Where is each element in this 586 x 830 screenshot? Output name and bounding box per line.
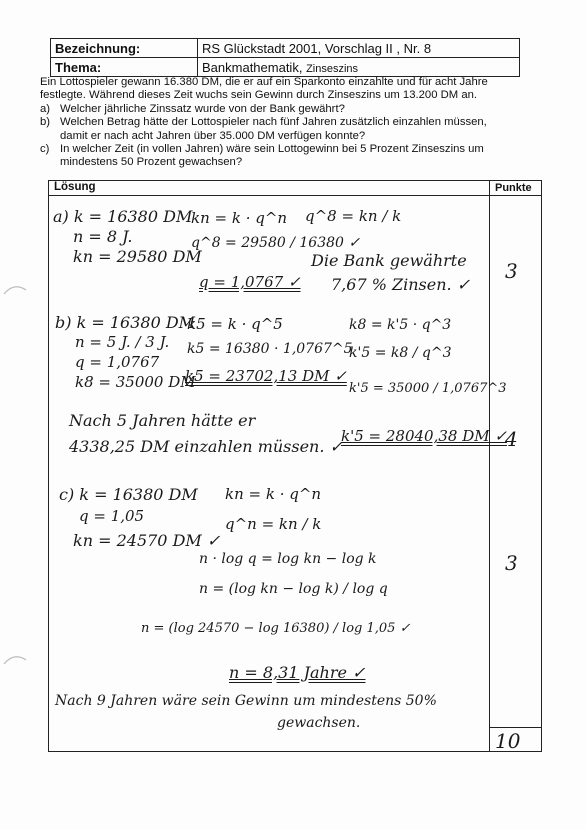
question-c-line-1: In welcher Zeit (in vollen Jahren) wäre sein Lottogewinn bei 5 Prozent Zinseszins um — [60, 143, 484, 156]
question-b — [40, 116, 530, 143]
a-formula-3: q^8 = kn / k — [305, 207, 402, 225]
c-formula-5: n = (log 24570 − log 16380) / log 1,05 ✓ — [141, 621, 411, 636]
b-answer-2: 4338,25 DM einzahlen müssen. ✓ — [69, 437, 343, 456]
c-answer-2: gewachsen. — [277, 715, 361, 731]
a-answer-2: 7,67 % Zinsen. ✓ — [331, 275, 471, 294]
bezeichnung-value: RS Glückstadt 2001, Vorschlag II , Nr. 8 — [198, 39, 520, 58]
a-result: q = 1,0767 ✓ — [199, 273, 301, 291]
thema-label: Thema: — [51, 58, 198, 77]
b-points: 4 — [505, 427, 518, 451]
task-text — [40, 76, 530, 170]
a-given-3: kn = 29580 DM — [73, 247, 202, 266]
c-result: n = 8,31 Jahre ✓ — [229, 663, 366, 682]
intro-line-1: Ein Lottospieler gewann 16.380 DM, die er auf ein Sparkonto einzahlte und für acht Jahre — [40, 76, 488, 88]
thema-value — [198, 58, 520, 77]
b-formula-3: k5 = 23702,13 DM ✓ — [185, 367, 347, 385]
b-given-1: b) k = 16380 DM — [55, 313, 196, 332]
b-step-4: k'5 = 28040,38 DM ✓ — [341, 427, 507, 445]
question-a-text: Welcher jährliche Zinssatz wurde von der Bank gewährt? — [60, 102, 345, 115]
question-a — [40, 103, 530, 116]
a-answer-1: Die Bank gewährte — [311, 251, 467, 270]
total-points: 10 — [495, 729, 521, 753]
a-formula-2: q^8 = 29580 / 16380 ✓ — [191, 235, 361, 251]
punkte-label: Punkte — [495, 182, 532, 194]
question-c-text — [60, 143, 484, 170]
bezeichnung-label: Bezeichnung: — [51, 39, 198, 58]
b-step-2: k'5 = k8 / q^3 — [349, 345, 452, 361]
c-given-3: kn = 24570 DM ✓ — [73, 531, 221, 550]
b-step-1: k8 = k'5 · q^3 — [349, 317, 452, 333]
c-formula-4: n = (log kn − log k) / log q — [199, 581, 388, 597]
header-row-bezeichnung — [51, 39, 520, 58]
b-formula-2: k5 = 16380 · 1,0767^5 — [187, 341, 353, 357]
b-formula-1: k5 = k · q^5 — [187, 315, 283, 333]
total-line — [489, 727, 541, 728]
header-row-thema — [51, 58, 520, 77]
a-given-1: a) k = 16380 DM — [53, 207, 193, 226]
solution-box — [48, 180, 542, 752]
punch-hole-mark-top — [0, 280, 30, 300]
b-given-4: k8 = 35000 DM — [75, 373, 196, 391]
b-step-3: k'5 = 35000 / 1,0767^3 — [349, 381, 507, 396]
question-c-line-2: mindestens 50 Prozent gewachsen? — [60, 156, 243, 169]
thema-sub: Zinseszins — [306, 62, 359, 75]
c-answer-1: Nach 9 Jahren wäre sein Gewinn um mindestens 50% — [55, 693, 437, 709]
b-answer-1: Nach 5 Jahren hätte er — [69, 411, 256, 430]
question-c — [40, 143, 530, 170]
c-given-1: c) k = 16380 DM — [59, 485, 198, 504]
intro-line-2: festlegte. Während dieses Zeit wuchs sein Gewinn durch Zinseszins um 13.200 DM an. — [40, 89, 478, 102]
a-formula-1: kn = k · q^n — [191, 209, 288, 227]
question-a-letter: a) — [40, 102, 51, 115]
c-points: 3 — [505, 551, 518, 575]
b-given-2: n = 5 J. / 3 J. — [75, 333, 170, 351]
question-b-letter: b) — [40, 116, 51, 129]
c-formula-1: kn = k · q^n — [225, 485, 322, 503]
c-formula-2: q^n = kn / k — [225, 515, 322, 533]
question-b-line-1: Welchen Betrag hätte der Lottospieler nach fünf Jahren zusätzlich einzahlen müssen, — [60, 116, 487, 129]
thema-main: Bankmathematik, — [202, 59, 303, 75]
points-column-divider — [489, 181, 490, 751]
question-b-line-2: damit er nach acht Jahren über 35.000 DM verfügen konnte? — [60, 129, 366, 142]
c-formula-3: n · log q = log kn − log k — [199, 551, 377, 567]
question-b-text — [60, 116, 487, 143]
b-given-3: q = 1,0767 — [75, 353, 160, 371]
question-c-letter: c) — [40, 143, 50, 156]
solution-header-line — [49, 195, 541, 196]
loesung-label: Lösung — [54, 181, 96, 193]
header-table — [50, 38, 520, 77]
a-given-2: n = 8 J. — [73, 227, 133, 246]
a-points: 3 — [505, 259, 518, 283]
c-given-2: q = 1,05 — [79, 507, 145, 525]
punch-hole-mark-bottom — [0, 650, 30, 670]
